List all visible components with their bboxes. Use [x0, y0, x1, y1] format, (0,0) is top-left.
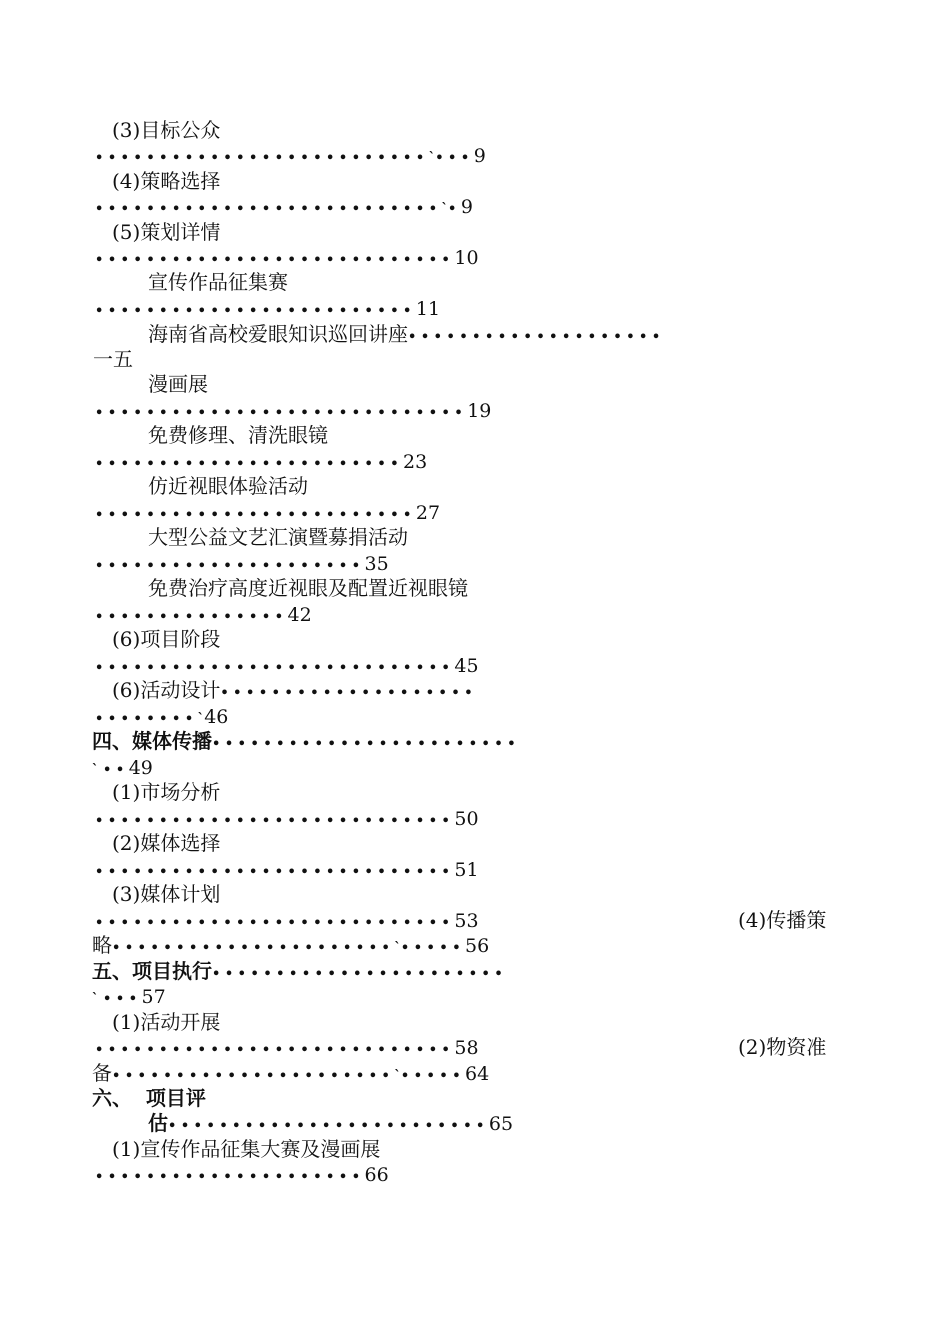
toc-leader-line: [92, 729, 520, 754]
toc-leader-line: [95, 704, 228, 729]
page-number: 27: [415, 502, 441, 524]
toc-entry-label-part: 备: [92, 1061, 112, 1085]
toc-entry-label[interactable]: (5)策划详情: [112, 220, 221, 244]
toc-entry-label[interactable]: (2)媒体选择: [112, 831, 221, 855]
page-number: 66: [364, 1164, 389, 1186]
leader-dots: • • • • • • • • • • • • • • • • • • • • • • • • • • • •: [95, 1043, 455, 1058]
toc-leader-line: [92, 959, 507, 984]
toc-entry-label[interactable]: 五、项目执行: [92, 959, 212, 983]
leader-dots: • • • • • • • • • • • • • • • • • • • • • • • • •: [95, 304, 416, 319]
leader-dots: • • • • • • • • • • • • • • • • • • • • • • • • • • • `•: [95, 202, 461, 217]
toc-entry-label[interactable]: 宣传作品征集赛: [148, 270, 288, 294]
leader-dots: • • • • • • • • • • • • • • • • • • • • • • • • • • • •: [95, 661, 455, 676]
leader-dots: ` • •: [92, 763, 129, 778]
toc-leader-line: [95, 500, 440, 525]
toc-entry-label[interactable]: (3)目标公众: [112, 118, 221, 142]
page-number: 11: [415, 298, 441, 320]
toc-entry-label[interactable]: (6)活动设计: [112, 678, 221, 702]
leader-dots: • • • • • • • • • • • • • • • • • • • • • • `• • • • •: [112, 1069, 466, 1084]
toc-entry-label[interactable]: (6)项目阶段: [112, 627, 221, 651]
page-number: 19: [467, 400, 492, 422]
page-number: 53: [454, 910, 479, 932]
page-number: 23: [403, 451, 428, 473]
leader-dots: • • • • • • • • • • • • • • • • • • • • • • • •: [95, 457, 404, 472]
leader-dots: • • • • • • • • • • • • • • • • • • • • • • `• • • • •: [112, 941, 466, 956]
page-number: 46: [204, 706, 229, 728]
leader-dots: • • • • • • • • • • • • • • •: [95, 610, 288, 625]
toc-leader-line: [148, 322, 665, 347]
toc-leader-line: [95, 398, 491, 423]
page-number: 58: [454, 1037, 479, 1059]
toc-leader-line: [92, 755, 153, 780]
toc-entry-label[interactable]: 六、 项目评: [92, 1086, 206, 1110]
toc-entry-label[interactable]: 海南省高校爱眼知识巡回讲座: [148, 322, 408, 346]
toc-leader-line: [112, 678, 477, 703]
leader-dots: • • • • • • • • • • • • • • • • • • • • • • • • •: [95, 508, 416, 523]
toc-entry-label[interactable]: 漫画展: [148, 372, 208, 396]
leader-dots: • • • • • • • • `: [95, 712, 205, 727]
page-number: 49: [128, 757, 153, 779]
leader-dots: • • • • • • • • • • • • • • • • • • • • • • •: [212, 967, 508, 982]
page-number: 35: [364, 553, 389, 575]
page-number: 56: [465, 935, 490, 957]
toc-entry-label[interactable]: 仿近视眼体验活动: [148, 474, 308, 498]
toc-leader-line: [95, 551, 389, 576]
page-number: 57: [141, 986, 166, 1008]
toc-leader-line: [95, 449, 427, 474]
leader-dots: • • • • • • • • • • • • • • • • • • • • • • • • • • • • •: [95, 406, 468, 421]
leader-dots: • • • • • • • • • • • • • • • • • • • • • • • •: [212, 737, 521, 752]
toc-leader-line: [95, 908, 479, 933]
leader-dots: ` • • •: [92, 992, 142, 1007]
toc-entry-label[interactable]: 大型公益文艺汇演暨募捐活动: [148, 525, 408, 549]
toc-leader-line: [95, 857, 479, 882]
toc-entry-label[interactable]: (3)媒体计划: [112, 882, 221, 906]
page-number: 10: [454, 247, 479, 269]
toc-entry-label-part[interactable]: (2)物资准: [738, 1035, 827, 1059]
leader-dots: • • • • • • • • • • • • • • • • • • • • • • • • •: [168, 1119, 489, 1134]
leader-dots: • • • • • • • • • • • • • • • • • • • • •: [95, 559, 365, 574]
leader-dots: • • • • • • • • • • • • • • • • • • • • • • • • • • • •: [95, 865, 455, 880]
toc-leader-line: [95, 1162, 389, 1187]
toc-leader-line: [148, 1111, 513, 1136]
leader-dots: • • • • • • • • • • • • • • • • • • • • •: [95, 1170, 365, 1185]
toc-entry-label[interactable]: 四、媒体传播: [92, 729, 212, 753]
toc-leader-line: [95, 143, 486, 168]
toc-leader-line: [95, 194, 473, 219]
toc-entry-label-part: 略: [92, 933, 112, 957]
toc-leader-line: [92, 984, 166, 1009]
toc-leader-line: [95, 602, 312, 627]
page-number: 9: [460, 196, 473, 218]
toc-entry-label[interactable]: (4)策略选择: [112, 169, 221, 193]
page-number: 45: [454, 655, 479, 677]
toc-entry-label-part: 估: [148, 1111, 168, 1135]
toc-leader-line: [95, 245, 479, 270]
leader-dots: • • • • • • • • • • • • • • • • • • • • • • • • • • • •: [95, 916, 455, 931]
leader-dots: • • • • • • • • • • • • • • • • • • • •: [220, 686, 478, 701]
toc-entry-label[interactable]: (1)活动开展: [112, 1010, 221, 1034]
page-number: 42: [287, 604, 312, 626]
page-number: 一五: [93, 347, 133, 371]
page-number: 65: [488, 1113, 514, 1135]
toc-entry-label[interactable]: (1)宣传作品征集大赛及漫画展: [112, 1137, 381, 1161]
toc-entry-label[interactable]: 免费修理、清洗眼镜: [148, 423, 328, 447]
toc-entry-label[interactable]: 免费治疗高度近视眼及配置近视眼镜: [148, 576, 468, 600]
toc-leader-line: [92, 933, 489, 958]
toc-leader-line: [95, 806, 479, 831]
toc-leader-line: [95, 653, 479, 678]
toc-entry-label[interactable]: (1)市场分析: [112, 780, 221, 804]
page-number: 64: [465, 1063, 490, 1085]
leader-dots: • • • • • • • • • • • • • • • • • • • • • • • • • • • •: [95, 253, 455, 268]
toc-leader-line: [95, 1035, 479, 1060]
toc-leader-line: [92, 1061, 489, 1086]
page-number: 50: [454, 808, 479, 830]
toc-leader-line: [95, 296, 440, 321]
page-number: 51: [454, 859, 479, 881]
leader-dots: • • • • • • • • • • • • • • • • • • • •: [408, 330, 665, 345]
toc-entry-label-part[interactable]: (4)传播策: [738, 908, 827, 932]
leader-dots: • • • • • • • • • • • • • • • • • • • • • • • • • • `• • •: [95, 151, 474, 166]
leader-dots: • • • • • • • • • • • • • • • • • • • • • • • • • • • •: [95, 814, 455, 829]
page-number: 9: [473, 145, 486, 167]
